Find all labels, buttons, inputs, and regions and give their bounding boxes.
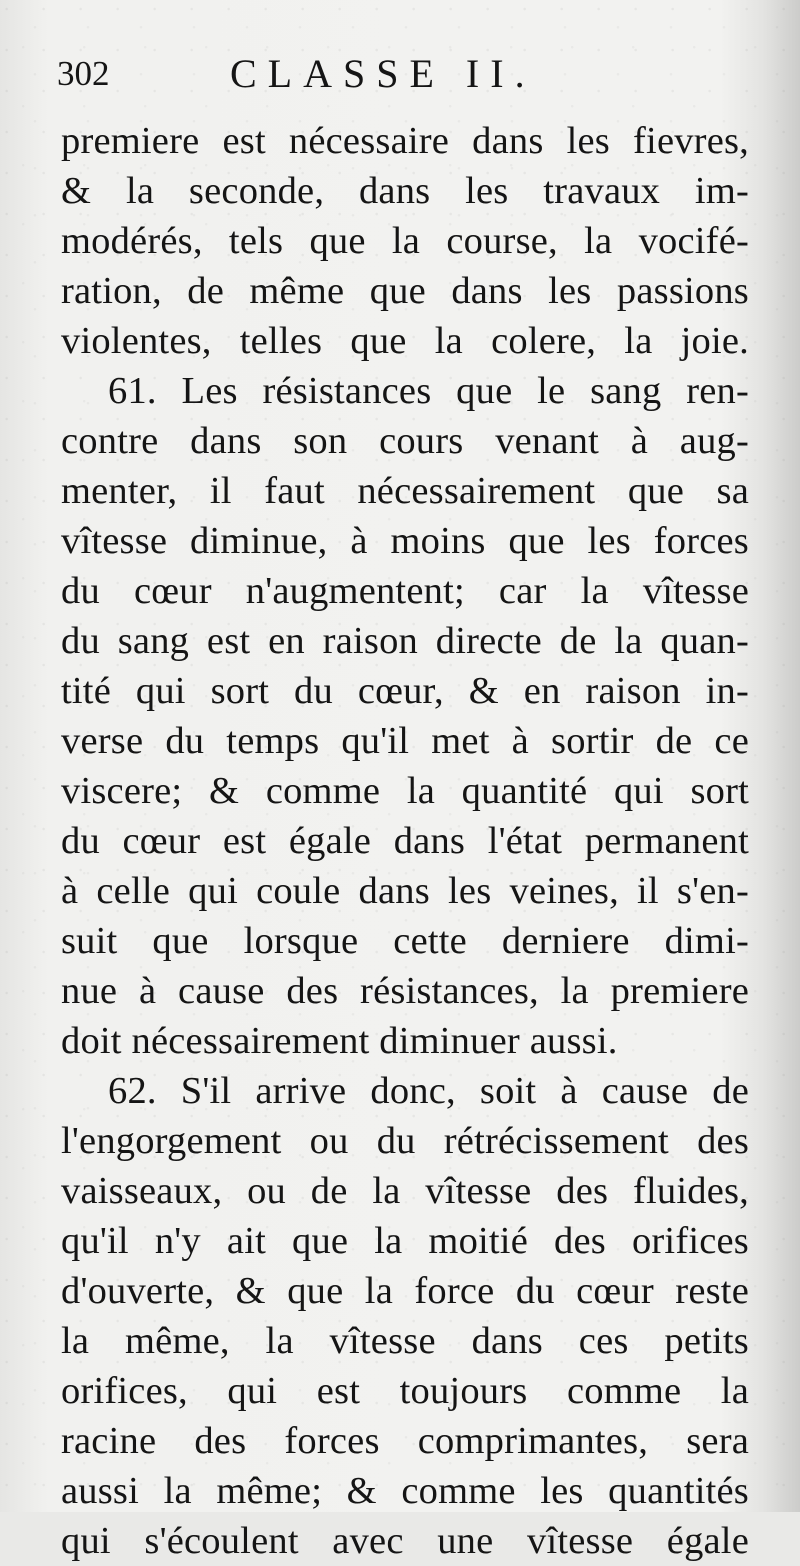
chapter-heading: CLASSE II. xyxy=(230,51,536,96)
paragraph-61 xyxy=(61,366,749,1066)
text-line: du cœur n'augmentent; car la vîtesse xyxy=(61,570,749,612)
text-line: violentes, telles que la colere, la joie. xyxy=(61,320,749,362)
text-line: modérés, tels que la course, la vocifé- xyxy=(61,220,749,262)
paragraph-start-line: 62. S'il arrive donc, soit à cause de xyxy=(108,1070,749,1112)
continued-paragraph xyxy=(61,116,749,366)
text-line: orifices, qui est toujours comme la xyxy=(61,1370,749,1412)
text-line: qui s'écoulent avec une vîtesse égale xyxy=(61,1520,749,1562)
text-line: du cœur est égale dans l'état permanent xyxy=(61,820,749,862)
running-header xyxy=(52,50,752,98)
paragraph-62 xyxy=(61,1066,749,1566)
page-number: 302 xyxy=(57,54,110,93)
text-line: d'ouverte, & que la force du cœur reste xyxy=(61,1270,749,1312)
text-line: & la seconde, dans les travaux im- xyxy=(61,170,749,212)
text-line: la même, la vîtesse dans ces petits xyxy=(61,1320,749,1362)
text-line: contre dans son cours venant à aug- xyxy=(61,420,749,462)
text-line: premiere est nécessaire dans les fievres, xyxy=(61,120,749,162)
text-line: viscere; & comme la quantité qui sort xyxy=(61,770,749,812)
text-line: ration, de même que dans les passions xyxy=(61,270,749,312)
text-line: doit nécessairement diminuer aussi. xyxy=(61,1020,618,1062)
text-line: nue à cause des résistances, la premiere xyxy=(61,970,749,1012)
text-line: du sang est en raison directe de la quan- xyxy=(61,620,749,662)
text-line: menter, il faut nécessairement que sa xyxy=(61,470,749,512)
text-line: vîtesse diminue, à moins que les forces xyxy=(61,520,749,562)
text-line: aussi la même; & comme les quantités xyxy=(61,1470,749,1512)
paragraph-start-line: 61. Les résistances que le sang ren- xyxy=(108,370,749,412)
page-body xyxy=(61,116,749,1566)
text-line: tité qui sort du cœur, & en raison in- xyxy=(61,670,749,712)
text-line: qu'il n'y ait que la moitié des orifices xyxy=(61,1220,749,1262)
text-line: à celle qui coule dans les veines, il s'en- xyxy=(61,870,749,912)
text-line: vaisseaux, ou de la vîtesse des fluides, xyxy=(61,1170,749,1212)
text-line: suit que lorsque cette derniere dimi- xyxy=(61,920,749,962)
text-line: racine des forces comprimantes, sera xyxy=(61,1420,749,1462)
text-line: verse du temps qu'il met à sortir de ce xyxy=(61,720,749,762)
text-line: l'engorgement ou du rétrécissement des xyxy=(61,1120,749,1162)
